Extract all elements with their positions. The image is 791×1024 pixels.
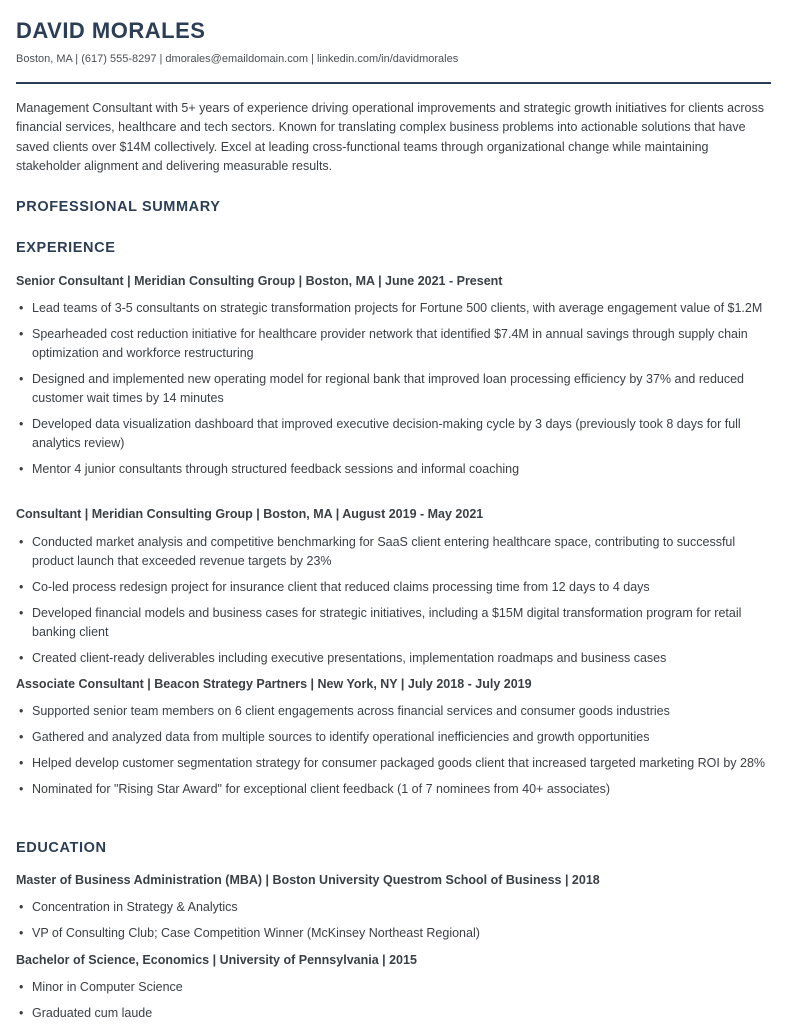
section-title-professional-summary: PROFESSIONAL SUMMARY: [16, 199, 221, 215]
job-title-senior-consultant: Senior Consultant | Meridian Consulting Group | Boston, MA | June 2021 - Present: [16, 274, 503, 288]
job-bullets-associate-consultant: [16, 702, 776, 799]
list-item: • Helped develop customer segmentation strategy for consumer packaged goods client that increased targeted marketing ROI by 28%: [16, 754, 776, 773]
list-item: • Minor in Computer Science: [16, 978, 776, 997]
list-item: • Supported senior team members on 6 client engagements across financial services and consumer goods industries: [16, 702, 776, 721]
degree-title-mba: Master of Business Administration (MBA) | Boston University Questrom School of Business | 2018: [16, 873, 600, 887]
header-divider: [16, 82, 771, 84]
list-item: • Lead teams of 3-5 consultants on strategic transformation projects for Fortune 500 clients, with average engagement value of $1.2M: [16, 299, 776, 318]
list-item: • Spearheaded cost reduction initiative for healthcare provider network that identified $7.4M in annual savings through supply chain optimization and workforce restructuring: [16, 325, 776, 363]
list-item: • Mentor 4 junior consultants through structured feedback sessions and informal coaching: [16, 460, 776, 479]
job-title-consultant: Consultant | Meridian Consulting Group | Boston, MA | August 2019 - May 2021: [16, 507, 484, 521]
list-item: • Concentration in Strategy & Analytics: [16, 898, 776, 917]
list-item: • Developed data visualization dashboard that improved executive decision-making cycle by 3 days (previously took 8 days for full analytics review): [16, 415, 776, 453]
job-bullets-senior-consultant: [16, 299, 776, 479]
degree-bullets-bs: [16, 978, 776, 1023]
candidate-name: DAVID MORALES: [16, 18, 206, 43]
contact-line: Boston, MA | (617) 555-8297 | dmorales@emaildomain.com | linkedin.com/in/davidmorales: [16, 53, 459, 65]
section-title-education: EDUCATION: [16, 840, 107, 856]
list-item: • Designed and implemented new operating model for regional bank that improved loan processing efficiency by 37% and reduced customer wait times by 14 minutes: [16, 370, 776, 408]
list-item: • Gathered and analyzed data from multiple sources to identify operational inefficiencies and growth opportunities: [16, 728, 776, 747]
job-bullets-consultant: [16, 533, 776, 668]
list-item: • Graduated cum laude: [16, 1004, 776, 1023]
list-item: • Developed financial models and business cases for strategic initiatives, including a $15M digital transformation program for retail banking client: [16, 604, 776, 642]
summary-paragraph: Management Consultant with 5+ years of experience driving operational improvements and strategic growth initiatives for clients across financial services, healthcare and tech sectors. Known for translating complex business problems into actionable solutions that have saved clients over $14M collectively. Excel at leading cross-functional teams through organizational change while maintaining stakeholder alignment and delivering measurable results.: [16, 101, 764, 173]
job-title-associate-consultant: Associate Consultant | Beacon Strategy Partners | New York, NY | July 2018 - July 2019: [16, 677, 532, 691]
list-item: • Co-led process redesign project for insurance client that reduced claims processing time from 12 days to 4 days: [16, 578, 776, 597]
list-item: • Conducted market analysis and competitive benchmarking for SaaS client entering healthcare space, contributing to successful product launch that exceeded revenue targets by 23%: [16, 533, 776, 571]
list-item: • VP of Consulting Club; Case Competition Winner (McKinsey Northeast Regional): [16, 924, 776, 943]
degree-title-bs: Bachelor of Science, Economics | University of Pennsylvania | 2015: [16, 953, 417, 967]
list-item: • Nominated for "Rising Star Award" for exceptional client feedback (1 of 7 nominees from 40+ associates): [16, 780, 776, 799]
section-title-experience: EXPERIENCE: [16, 240, 116, 256]
list-item: • Created client-ready deliverables including executive presentations, implementation roadmaps and business cases: [16, 649, 776, 668]
degree-bullets-mba: [16, 898, 776, 943]
